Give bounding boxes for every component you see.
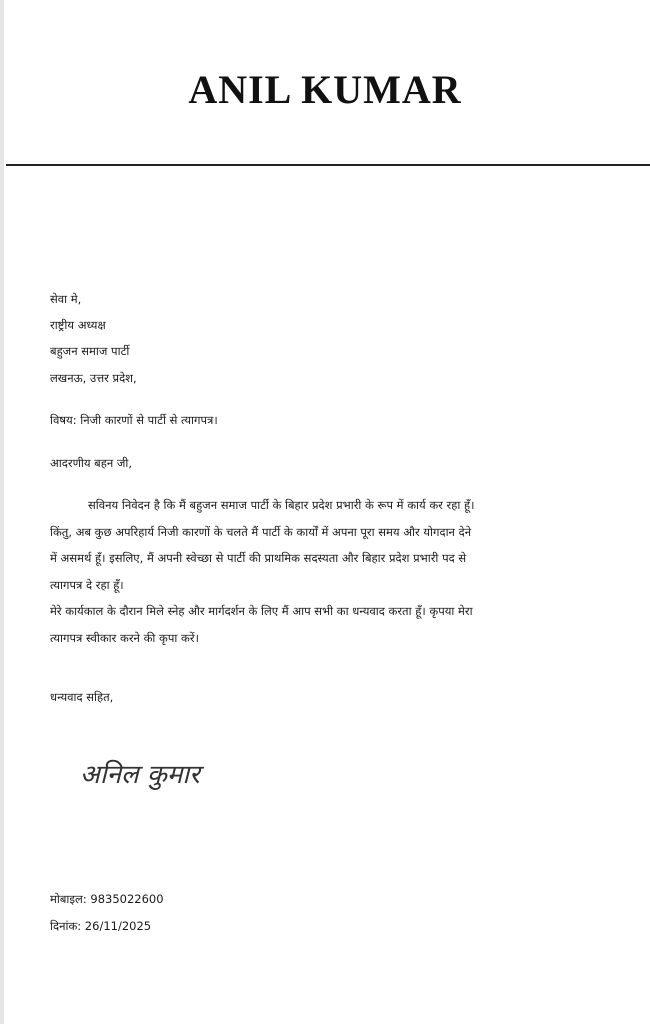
mobile-number: मोबाइल: 9835022600: [50, 892, 164, 906]
closing: धन्यवाद सहित,: [50, 690, 114, 704]
body-line: त्यागपत्र स्वीकार करने की कृपा करें।: [50, 631, 199, 645]
signature: अनिल कुमार: [80, 760, 200, 790]
address-line: सेवा मे,: [50, 292, 82, 306]
address-line: बहुजन समाज पार्टी: [50, 344, 130, 358]
body-line: में असमर्थ हूँ। इसलिए, मैं अपनी स्वेच्छा से पार्टी की प्राथमिक सदस्यता और बिहार प्रदेश प्रभारी पद से: [50, 551, 467, 565]
letterhead-divider: [6, 164, 650, 166]
letterhead-name: ANIL KUMAR: [188, 67, 462, 112]
address-line: लखनऊ, उत्तर प्रदेश,: [50, 371, 137, 385]
body-line: किंतु, अब कुछ अपरिहार्य निजी कारणों के चलते मैं पार्टी के कार्यों में अपना पूरा समय और योगदान देने: [50, 525, 472, 539]
body-line: मेरे कार्यकाल के दौरान मिले स्नेह और मार्गदर्शन के लिए मैं आप सभी का धन्यवाद करता हूँ। कृपया मेरा: [50, 604, 473, 618]
subject-line: विषय: निजी कारणों से पार्टी से त्यागपत्र।: [50, 413, 218, 427]
page-edge: [0, 0, 4, 1024]
body-line: सविनय निवेदन है कि मैं बहुजन समाज पार्टी के बिहार प्रदेश प्रभारी के रूप में कार्य कर रहा हूँ।: [88, 498, 475, 512]
address-line: राष्ट्रीय अध्यक्ष: [50, 318, 106, 332]
body-line: त्यागपत्र दे रहा हूँ।: [50, 578, 124, 592]
letter-date: दिनांक: 26/11/2025: [50, 919, 152, 933]
salutation: आदरणीय बहन जी,: [50, 456, 133, 470]
